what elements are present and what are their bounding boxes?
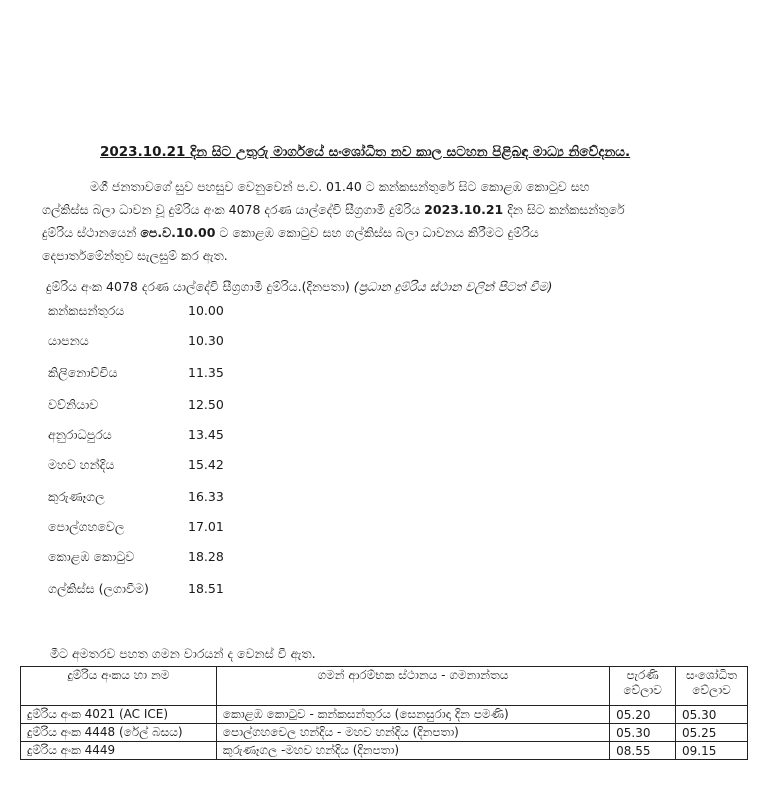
- station-row: [48, 303, 224, 319]
- station-time: 10.00: [188, 303, 224, 318]
- station-time: 10.30: [188, 333, 224, 348]
- intro-date: 2023.10.21: [424, 202, 504, 217]
- header-old-time-line1: පැරණි: [626, 668, 659, 682]
- station-row: [48, 519, 224, 535]
- additional-changes-note: මීට අමතරව පහත ගමන වාරයන් ද වෙනස් වී ඇත.: [50, 646, 316, 661]
- table-header-row: [21, 667, 748, 706]
- cell-new-time: 05.25: [676, 724, 748, 742]
- header-train: දුම්රිය අංකය හා නම: [21, 667, 217, 706]
- header-old-time-line2: වේලාව: [623, 683, 662, 697]
- intro-line-2-b: දින සිට කන්කසන්තුරේ: [503, 202, 625, 217]
- station-row: [48, 457, 224, 473]
- station-time: 12.50: [188, 397, 224, 412]
- cell-route: පොල්ගහවෙල හන්දිය - මහව හන්දිය (දිනපතා): [216, 724, 609, 742]
- intro-paragraph: [42, 175, 734, 267]
- intro-line-2-a: ගල්කිස්ස බලා ධාවන වූ දුම්රිය අංක 4078 දරණ යාල්දේවි සීග්‍රගාමී දුම්රිය: [42, 202, 425, 217]
- table-row: [21, 742, 748, 760]
- intro-line-3: [42, 221, 734, 244]
- station-time: 16.33: [188, 489, 224, 504]
- station-time: 11.35: [188, 365, 224, 380]
- intro-line-3-a: දුම්රිය ස්ථානයෙන්: [42, 225, 141, 240]
- station-name: කිලිනොච්චිය: [48, 365, 118, 380]
- station-name: යාපනය: [48, 333, 89, 348]
- station-time: 18.51: [188, 581, 224, 596]
- station-time: 15.42: [188, 457, 224, 472]
- intro-line-2: [42, 198, 734, 221]
- subheading-main: දුම්රිය අංක 4078 දරණ යාල්දේවි සීග්‍රගාමී දුම්රිය.(දිනපතා): [46, 279, 354, 294]
- header-new-time-line2: වේලාව: [692, 683, 731, 697]
- station-name: අනුරාධපුරය: [48, 427, 112, 442]
- station-row: [48, 397, 224, 413]
- station-name: මහව හන්දිය: [48, 457, 115, 472]
- station-name: පොල්ගහවෙල: [48, 519, 125, 534]
- station-name: ගල්කිස්ස (ලගාවීම): [48, 581, 149, 596]
- intro-time: පෙ.ව.10.00: [140, 225, 216, 240]
- station-name: කුරුණෑගල: [48, 489, 105, 504]
- station-name: කන්කසන්තුරය: [48, 303, 125, 318]
- subheading-italic: (ප්‍රධාන දුම්රිය ස්ථාන වලින් පිටත් වීම): [353, 279, 553, 294]
- station-row: [48, 365, 224, 381]
- table-row: [21, 724, 748, 742]
- cell-old-time: 05.30: [610, 724, 676, 742]
- cell-old-time: 08.55: [610, 742, 676, 760]
- station-time: 13.45: [188, 427, 224, 442]
- station-name: කොළඹ කොටුව: [48, 549, 135, 564]
- table-row: [21, 706, 748, 724]
- cell-route: කොළඹ කොටුව - කන්කසන්තුරය (සෙනසුරාදා දින පමණි): [216, 706, 609, 724]
- intro-line-1: මගී ජනතාවගේ සුව පහසුව වෙනුවෙන් ප.ව. 01.40 ට කන්කසන්තුරේ සිට කොළඹ කොටුව සහ: [90, 179, 590, 194]
- intro-line-3-b: ට කොළඹ කොටුව සහ ගල්කිස්ස බලා ධාවනය කිරීමට දුම්රිය: [215, 225, 539, 240]
- cell-route: කුරුණෑගල -මහව හන්දිය (දිනපතා): [216, 742, 609, 760]
- cell-new-time: 09.15: [676, 742, 748, 760]
- cell-new-time: 05.30: [676, 706, 748, 724]
- intro-line-4: දෙපාර්තමේන්තුව සැලසුම් කර ඇත.: [42, 248, 228, 263]
- schedule-changes-table: [20, 666, 748, 760]
- header-new-time-line1: සංශෝධිත: [686, 668, 738, 682]
- schedule-subheading: [46, 279, 736, 295]
- station-row: [48, 427, 224, 443]
- station-row: [48, 489, 224, 505]
- station-row: [48, 549, 224, 565]
- cell-train: දුම්රිය අංක 4021 (AC ICE): [21, 706, 217, 724]
- station-name: වව්නියාව: [48, 397, 99, 412]
- cell-old-time: 05.20: [610, 706, 676, 724]
- notice-title: 2023.10.21 දින සිට උතුරු මාර්ගයේ සංශෝධිත නව කාල සටහන පිළිබඳ මාධ්‍ය නිවේදනය.: [100, 144, 631, 160]
- header-old-time: [610, 667, 676, 706]
- header-new-time: [676, 667, 748, 706]
- cell-train: දුම්රිය අංක 4448 (රේල් බසය): [21, 724, 217, 742]
- header-route: ගමන් ආරම්භක ස්ථානය - ගමනාන්තය: [216, 667, 609, 706]
- station-time: 17.01: [188, 519, 224, 534]
- station-row: [48, 581, 224, 597]
- station-time: 18.28: [188, 549, 224, 564]
- station-row: [48, 333, 224, 349]
- cell-train: දුම්රිය අංක 4449: [21, 742, 217, 760]
